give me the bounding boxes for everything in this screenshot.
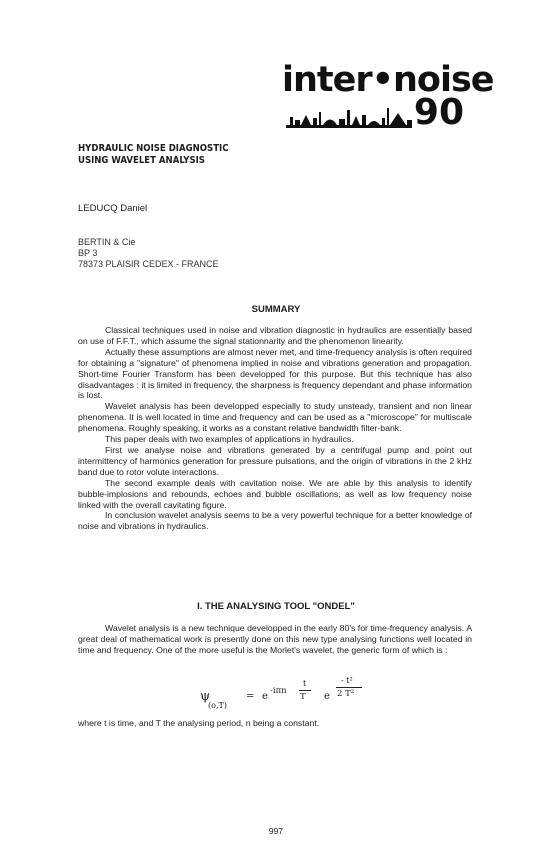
formula-subscript: (o,T) xyxy=(208,701,227,710)
author-name: LEDUCQ Daniel xyxy=(78,203,148,214)
summary-paragraph: Classical techniques used in noise and vibration diagnostic in hydraulics are essentially based on use of F.F.T., which assume the signal stationnarity and the phenomenon linearity. xyxy=(78,325,472,346)
summary-paragraph: Wavelet analysis has been developped especially to study unsteady, transient and non linear phenomena. It is well located in time and frequency and can be used as a "microscope" for multiscale phenomena. Roughly speaking, it works as a constant relative bandwidth filter-bank. xyxy=(78,401,472,434)
summary-body xyxy=(78,325,472,532)
affiliation-line: BP 3 xyxy=(78,248,98,258)
summary-paragraph: Actually these assumptions are almost never met, and time-frequency analysis is often required for obtaining a "signature" of phenomena implied in noise and vibrations generation and propagation. Short-time Fourier Transform has been developped for this purpose. But this technique has also disadvantages : it is limited in frequency, the sharpness is frequency dependant and phase information is lost. xyxy=(78,346,472,401)
formula-explanation xyxy=(78,718,472,729)
formula-frac1-num: t xyxy=(303,679,307,688)
formula-explanation-text: where t is time, and T the analysing period, n being a constant. xyxy=(78,718,320,728)
affiliation xyxy=(78,237,219,270)
fraction-bar xyxy=(336,687,362,688)
formula-frac2-den: 2 T² xyxy=(337,689,355,699)
page-number: 997 xyxy=(268,826,284,836)
conference-logo xyxy=(282,60,494,134)
formula-frac2-num: - t² xyxy=(341,676,353,685)
fraction-bar xyxy=(299,690,311,691)
logo-year: 90 xyxy=(413,92,464,133)
paper-title xyxy=(78,143,228,167)
formula-exp-base-2: e xyxy=(324,691,330,702)
section-heading: I. THE ANALYSING TOOL "ONDEL" xyxy=(197,601,355,612)
summary-paragraph: This paper deals with two examples of applications in hydraulics. xyxy=(105,434,354,445)
affiliation-line: BERTIN & Cie xyxy=(78,237,136,247)
formula-equals: = xyxy=(246,691,255,702)
formula-exp-base-1: e xyxy=(262,691,268,702)
formula-frac1-den: T xyxy=(300,692,306,702)
logo-wordmark: inter•noise xyxy=(282,60,494,100)
summary-paragraph: In conclusion wavelet analysis seems to be a very powerful technique for a better knowledge of noise and vibrations in hydraulics. xyxy=(78,510,472,532)
section-paragraph: Wavelet analysis is a new technique developped in the early 80's for time-frequency analysis. A great deal of mathematical work is presently done on this new type analysing functions well located in time and frequency. One of the more useful is the Morlet's wavelet, the generic form of which is : xyxy=(78,623,472,655)
summary-heading: SUMMARY xyxy=(251,304,301,315)
city-skyline-icon xyxy=(286,106,412,128)
affiliation-line: 78373 PLAISIR CEDEX - FRANCE xyxy=(78,259,219,269)
summary-paragraph: First we analyse noise and vibrations generated by a centrifugal pump and point out intermittency of harmonics generation for pressure pulsations, and the origin of vibrations in the 2 kHz band due to rotor volute interactions. xyxy=(78,444,472,477)
summary-paragraph: The second example deals with cavitation noise. We are able by this analysis to identify bubble-implosions and rebounds, echoes and bubble oscillations, as well as low frequency noise linked with the overall cavitating figure. xyxy=(78,477,472,510)
morlet-wavelet-formula xyxy=(200,676,400,715)
formula-exponent-1: -iπn xyxy=(270,686,287,696)
formula-psi: ψ xyxy=(200,689,211,704)
title-line: HYDRAULIC NOISE DIAGNOSTIC xyxy=(78,143,229,154)
section-body xyxy=(78,623,472,656)
title-line: USING WAVELET ANALYSIS xyxy=(78,155,205,166)
